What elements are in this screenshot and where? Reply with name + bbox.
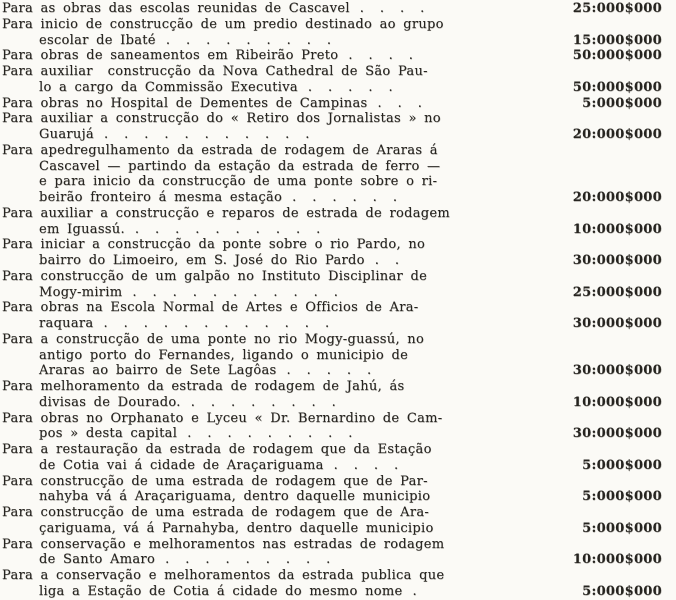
dot-leader: . xyxy=(412,583,433,599)
entry-description xyxy=(2,505,474,537)
list-item xyxy=(2,474,662,506)
list-item xyxy=(2,568,662,600)
entry-line: Para auxiliar a construcção do « Retiro dos Jornalistas » no xyxy=(2,111,441,127)
entry-amount: 10:000$000 xyxy=(572,394,662,410)
entry-line: Para a restauração da estrada de rodagem que da Estação xyxy=(2,442,432,457)
entry-line: Para obras no Orphanato e Lyceu « Dr. Bernardino de Cam- xyxy=(2,410,443,426)
entry-line: Para obras de saneamentos em Ribeirão Preto .... xyxy=(2,48,429,64)
entry-line: nahyba vá á Araçariguama, dentro daquelle municipio xyxy=(39,489,431,505)
entry-line: de Santo Amaro ......... xyxy=(39,552,347,568)
entry-line: liga a Estação de Cotia á cidade do mesmo nome . xyxy=(39,583,433,599)
entry-line: Para obras no Hospital de Dementes de Campinas ... xyxy=(2,95,438,111)
entry-line: lo a cargo da Commissão Executiva ..... xyxy=(39,79,409,95)
entry-line: antigo porto do Fernandes, ligando o municipio de xyxy=(39,347,409,363)
entry-description xyxy=(2,537,474,569)
entry-amount: 30:000$000 xyxy=(572,253,662,268)
list-item xyxy=(2,206,662,238)
entry-line: çariguama, vá á Parnahyba, dentro daquelle municipio xyxy=(39,520,434,536)
dot-leader: .... xyxy=(348,48,429,64)
entry-amount: 50:000$000 xyxy=(572,79,662,95)
list-item xyxy=(2,17,662,49)
dot-leader: ...... xyxy=(292,190,413,205)
entry-line: Para a construcção de uma ponte no rio Mogy-guassú, no xyxy=(2,331,425,347)
list-item xyxy=(2,269,662,301)
entry-description xyxy=(2,237,474,269)
entry-description xyxy=(2,17,474,49)
entry-line: Para apedregulhamento da estrada de rodagem de Araras á xyxy=(2,142,438,158)
entry-amount: 5:000$000 xyxy=(582,95,662,111)
entry-line: Para as obras das escolas reunidas de Cascavel .... xyxy=(2,1,441,16)
list-item xyxy=(2,111,662,143)
dot-leader: ......... xyxy=(187,426,369,442)
dot-leader: ........... xyxy=(132,284,354,300)
entry-line: beirão fronteiro á mesma estação ...... xyxy=(39,190,413,205)
list-item xyxy=(2,48,662,64)
entry-amount: 5:000$000 xyxy=(582,457,662,473)
dot-leader: ............ xyxy=(103,316,346,331)
entry-line: Para auxiliar a construcção e reparos de estrada de rodagem xyxy=(2,205,451,221)
entry-line: Para obras na Escola Normal de Artes e Officios de Ara- xyxy=(2,300,419,316)
list-item xyxy=(2,96,662,112)
dot-leader: .......... xyxy=(134,221,337,237)
entry-amount: 25:000$000 xyxy=(572,1,662,16)
entry-description xyxy=(2,206,474,238)
entry-line: pos » desta capital ......... xyxy=(39,426,369,442)
entry-description xyxy=(2,1,474,17)
entry-amount: 30:000$000 xyxy=(572,426,662,442)
entry-description xyxy=(2,300,474,332)
entry-line: Para construcção de uma estrada de rodagem que de Par- xyxy=(2,473,428,489)
entry-line: Para construcção de uma estrada de rodagem que de Ara- xyxy=(2,505,430,520)
entry-description xyxy=(2,96,474,112)
dot-leader: .. xyxy=(374,253,416,268)
dot-leader: ........ xyxy=(190,394,352,410)
entry-amount: 5:000$000 xyxy=(582,583,662,599)
entry-description xyxy=(2,48,474,64)
entry-description xyxy=(2,379,474,411)
list-item xyxy=(2,332,662,379)
entry-line: Guarujá ........... xyxy=(39,127,326,142)
entry-description xyxy=(2,411,474,443)
list-item xyxy=(2,537,662,569)
list-item xyxy=(2,411,662,443)
entry-description xyxy=(2,143,474,206)
entry-description xyxy=(2,64,474,96)
dot-leader: ... xyxy=(377,95,438,111)
entry-amount: 5:000$000 xyxy=(582,489,662,505)
entry-line: de Cotia vai á cidade de Araçariguama .... xyxy=(39,457,415,473)
entry-line: raquara ............ xyxy=(39,316,346,331)
list-item xyxy=(2,143,662,206)
entry-amount: 50:000$000 xyxy=(572,48,662,64)
entry-line: Cascavel — partindo da estação da estrada de ferro — xyxy=(39,158,441,174)
appropriations-list xyxy=(2,1,662,600)
entry-amount: 10:000$000 xyxy=(572,552,662,568)
list-item xyxy=(2,379,662,411)
dot-leader: ..... xyxy=(286,363,388,379)
entry-description xyxy=(2,568,474,600)
entry-line: Para construcção de um galpão no Instituto Disciplinar de xyxy=(2,268,428,284)
entry-line: Para a conservação e melhoramentos da estrada publica que xyxy=(2,568,445,583)
list-item xyxy=(2,64,662,96)
entry-amount: 15:000$000 xyxy=(572,32,662,48)
entry-line: Para melhoramento da estrada de rodagem de Jahú, ás xyxy=(2,379,405,394)
dot-leader: ......... xyxy=(165,32,348,48)
list-item xyxy=(2,442,662,474)
entry-amount: 25:000$000 xyxy=(572,284,662,300)
entry-line: e para inicio da construcção de uma ponte sobre o ri- xyxy=(39,174,438,190)
entry-amount: 20:000$000 xyxy=(572,190,662,205)
entry-line: divisas de Dourado. ........ xyxy=(39,394,352,410)
entry-line: bairro do Limoeiro, em S. José do Rio Pardo .. xyxy=(39,253,416,268)
entry-line: em Iguassú. .......... xyxy=(39,221,337,237)
entry-line: Araras ao bairro de Sete Lagôas ..... xyxy=(39,363,388,379)
entry-amount: 20:000$000 xyxy=(572,127,662,142)
entry-description xyxy=(2,111,474,143)
dot-leader: .... xyxy=(333,457,415,473)
entry-description xyxy=(2,332,474,379)
dot-leader: ......... xyxy=(165,552,347,568)
entry-description xyxy=(2,442,474,474)
dot-leader: ........... xyxy=(103,127,326,142)
list-item xyxy=(2,300,662,332)
dot-leader: ..... xyxy=(307,79,409,95)
entry-line: Para conservação e melhoramentos nas estradas de rodagem xyxy=(2,536,445,552)
entry-line: Para auxiliar construcção da Nova Cathedral de São Pau- xyxy=(2,64,428,79)
list-item xyxy=(2,505,662,537)
entry-line: Mogy-mirim ........... xyxy=(39,284,354,300)
entry-amount: 30:000$000 xyxy=(572,316,662,331)
dot-leader: .... xyxy=(359,1,441,16)
entry-line: escolar de Ibaté ......... xyxy=(39,32,348,48)
entry-amount: 5:000$000 xyxy=(582,520,662,536)
list-item xyxy=(2,237,662,269)
entry-description xyxy=(2,269,474,301)
entry-line: Para inicio de construcção de um predio destinado ao grupo xyxy=(2,16,444,32)
entry-description xyxy=(2,474,474,506)
entry-line: Para iniciar a construcção da ponte sobre o rio Pardo, no xyxy=(2,237,426,253)
entry-amount: 30:000$000 xyxy=(572,363,662,379)
list-item xyxy=(2,1,662,17)
entry-amount: 10:000$000 xyxy=(572,221,662,237)
